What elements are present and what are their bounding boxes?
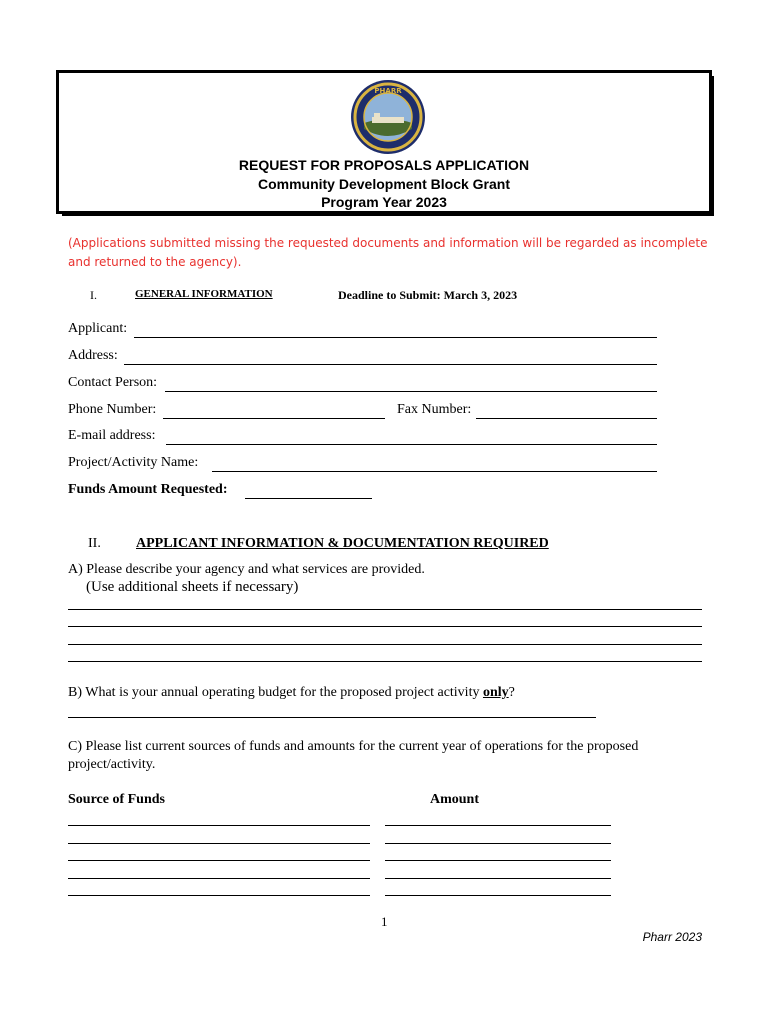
deadline: Deadline to Submit: March 3, 2023 xyxy=(338,288,518,302)
source-line-2[interactable] xyxy=(68,843,370,844)
form-title: REQUEST FOR PROPOSALS APPLICATION xyxy=(238,157,530,173)
source-of-funds-header: Source of Funds xyxy=(68,792,165,807)
email-input[interactable] xyxy=(166,444,657,445)
address-label: Address: xyxy=(68,348,118,363)
answer-a-line-1[interactable] xyxy=(68,609,702,610)
funds-amount-input[interactable] xyxy=(245,498,372,499)
question-a-note: (Use additional sheets if necessary) xyxy=(86,579,299,595)
address-input[interactable] xyxy=(124,364,657,365)
fax-input[interactable] xyxy=(476,418,657,419)
answer-a-line-4[interactable] xyxy=(68,661,702,662)
answer-a-line-2[interactable] xyxy=(68,626,702,627)
applicant-input[interactable] xyxy=(134,337,657,338)
program-year: Program Year 2023 xyxy=(321,194,447,210)
project-name-label: Project/Activity Name: xyxy=(68,455,199,470)
source-line-1[interactable] xyxy=(68,825,370,826)
section-2-number: II. xyxy=(88,536,101,551)
section-1-number: I. xyxy=(90,288,97,302)
contact-person-label: Contact Person: xyxy=(68,375,158,390)
source-line-5[interactable] xyxy=(68,895,370,896)
answer-a-line-3[interactable] xyxy=(68,644,702,645)
section-1-title: GENERAL INFORMATION xyxy=(135,288,273,300)
funds-amount-label: Funds Amount Requested: xyxy=(68,482,228,497)
amount-line-5[interactable] xyxy=(385,895,611,896)
amount-line-4[interactable] xyxy=(385,878,611,879)
source-line-3[interactable] xyxy=(68,860,370,861)
phone-input[interactable] xyxy=(163,418,385,419)
email-label: E-mail address: xyxy=(68,428,156,443)
section-2-title: APPLICANT INFORMATION & DOCUMENTATION REQUIRED xyxy=(136,536,549,551)
amount-header: Amount xyxy=(430,792,480,807)
applicant-label: Applicant: xyxy=(68,321,128,336)
footer-text: Pharr 2023 xyxy=(642,930,702,944)
amount-line-2[interactable] xyxy=(385,843,611,844)
question-c: C) Please list current sources of funds and amounts for the current year of operations for the proposed project/activity. xyxy=(68,739,639,772)
page-number: 1 xyxy=(381,914,388,929)
phone-label: Phone Number: xyxy=(68,402,157,417)
header-box xyxy=(56,70,712,214)
svg-text:PHARR: PHARR xyxy=(374,87,402,95)
question-b: B) What is your annual operating budget for the proposed project activity only? xyxy=(68,685,515,700)
city-seal-icon xyxy=(350,79,426,155)
amount-line-3[interactable] xyxy=(385,860,611,861)
contact-person-input[interactable] xyxy=(165,391,657,392)
fax-label: Fax Number: xyxy=(397,402,472,417)
question-a: A) Please describe your agency and what services are provided. xyxy=(68,562,425,577)
incomplete-notice: (Applications submitted missing the requested documents and information will be regarded as incomplete and returned to the agency). xyxy=(68,236,708,269)
form-subtitle: Community Development Block Grant xyxy=(257,176,511,192)
project-name-input[interactable] xyxy=(212,471,657,472)
source-line-4[interactable] xyxy=(68,878,370,879)
amount-line-1[interactable] xyxy=(385,825,611,826)
answer-b-line[interactable] xyxy=(68,717,596,718)
